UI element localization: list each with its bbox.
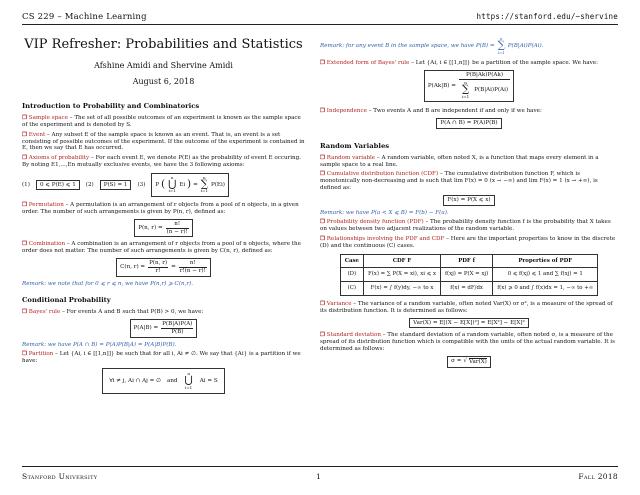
stddev-text: – The standard deviation of a random variable, often noted σ, is a measure of the spread of its distribution function which is compatible with the units of the actual random variable. It is determined as follows:: [320, 332, 615, 352]
bullet-icon: ❒: [320, 60, 326, 67]
bayes-para: [22, 309, 305, 316]
combination-label: Combination: [28, 241, 66, 248]
stddev-arg: Var(X): [468, 358, 487, 365]
ext-bayes-den: [459, 79, 510, 100]
bayes-text: – For events A and B such that P(B) > 0, we have:: [62, 309, 204, 316]
event-remark-sum-symbol: ∑: [497, 39, 505, 51]
partition-text: – Let {Ai, i ∈ [[1,n]]} be such that for all i, Ai ≠ ∅. We say that {Ai} is a partition if we have:: [22, 351, 301, 365]
relations-text: – Here are the important properties to know in the discrete (D) and the continuous (C) cases.: [320, 235, 616, 249]
table-cell: (C): [340, 282, 363, 296]
footer-rule: [22, 466, 618, 467]
table-row: [340, 268, 598, 282]
combination-text: – A combination is an arrangement of r objects from a pool of n objects, where the order does not matter. The number of such arrangements is given by C(n, r), defined as:: [22, 241, 301, 255]
event-remark-sum: [497, 36, 506, 56]
bullet-icon: ❒: [22, 131, 28, 138]
bullet-icon: ❒: [320, 219, 326, 226]
bullet-icon: ❒: [320, 235, 326, 242]
footer-term: Fall 2018: [578, 472, 618, 481]
bayes-num: P(B|A)P(A): [162, 320, 193, 327]
axiom-3-arg: Ei: [179, 181, 186, 188]
stddev-label: Standard deviation: [326, 332, 381, 339]
pdf-para: [320, 219, 618, 233]
bayes-remark: Remark: we have P(A ∩ B) = P(A)P(B|A) = P(A|B)P(B).: [22, 341, 177, 348]
table-header: PDF f: [441, 254, 493, 268]
permutation-num: n!: [174, 220, 181, 227]
table-cell: F(x) = ∑ P(X = xi), xi ⩽ x: [363, 268, 440, 282]
table-cell: (D): [340, 268, 363, 282]
variance-label: Variance: [326, 300, 352, 307]
cdf-text: – The cumulative distribution function F, which is monotonically non-decreasing and is such that lim F(x) = 0 (x → −∞) and lim F(x) = 1 (x → +∞), is defined as:: [320, 171, 598, 191]
axiom-3-number: (3): [137, 181, 146, 188]
bayes-formula: [22, 319, 305, 338]
paren-open: (: [161, 178, 166, 190]
partition-para: [22, 351, 305, 365]
section-random-variables: Random Variables: [320, 141, 390, 150]
bullet-icon: ❒: [22, 351, 28, 358]
table-header-row: [340, 254, 598, 268]
table-cell: 0 ⩽ f(xj) ⩽ 1 and ∑ f(xj) = 1: [493, 268, 598, 282]
variance-text: – The variance of a random variable, often noted Var(X) or σ², is a measure of the spread of its distribution function. It is determined as follows:: [320, 300, 613, 314]
ext-bayes-den-arg: P(B|Ai)P(Ai): [474, 86, 509, 93]
stddev-lhs: σ =: [451, 358, 462, 365]
permutation-lhs: P(n, r) =: [138, 224, 163, 231]
header-course: CS 229 – Machine Learning: [22, 12, 147, 22]
cdf-formula: F(x) = P(X ⩽ x): [443, 195, 494, 206]
independence-para: [320, 108, 618, 115]
combination-den2: r!(n − r)!: [179, 267, 206, 274]
rv-text: – A random variable, often noted X, is a function that maps every element in a sample space to a real line.: [320, 154, 599, 168]
rv-para: [320, 155, 618, 169]
axiom-3-rhs: P(Ei): [210, 181, 225, 188]
bullet-icon: ❒: [22, 241, 28, 248]
permutation-label: Permutation: [28, 202, 64, 209]
sum-bottom: i=1: [200, 188, 208, 194]
paren-close: ): [187, 178, 192, 190]
union-top: n: [170, 174, 174, 180]
independence-formula-wrap: [320, 118, 618, 129]
axiom-2-number: (2): [85, 181, 94, 188]
ext-bayes-lhs: P(Ak|B) =: [427, 82, 456, 89]
left-column: [22, 32, 305, 398]
partition-arg: Ai = S: [199, 377, 218, 384]
table-header: Case: [340, 254, 363, 268]
sum-top: n: [203, 174, 206, 180]
event-para: [22, 132, 305, 152]
sample-space-para: [22, 115, 305, 129]
sample-space-text: – The set of all possible outcomes of an experiment is known as the sample space of the experiment and is denoted by S.: [22, 115, 301, 128]
table-header: Properties of PDF: [493, 254, 598, 268]
partition-union-bottom: i=1: [185, 384, 193, 390]
combination-para: [22, 241, 305, 255]
axiom-1-number: (1): [22, 181, 30, 188]
event-remark-bottom: i=1: [497, 49, 505, 55]
partition-label: Partition: [28, 351, 54, 358]
combination-lhs: C(n, r) =: [120, 263, 146, 270]
page-title: VIP Refresher: Probabilities and Statistics: [24, 37, 303, 52]
ext-bayes-num: P(B|Ak)P(Ak): [465, 72, 504, 79]
header-url[interactable]: https://stanford.edu/~shervine: [476, 12, 618, 21]
bullet-icon: ❒: [22, 202, 28, 209]
rv-label: Random variable: [326, 154, 376, 161]
ext-bayes-label: Extended form of Bayes' rule: [326, 60, 410, 67]
partition-left: ∀i ≠ j, Ai ∩ Aj = ∅: [109, 377, 162, 384]
footer-page-number: 1: [316, 472, 322, 481]
ext-bayes-frac: [459, 72, 510, 100]
combination-den1: r!: [148, 267, 168, 275]
cdf-remark: Remark: we have P(a < X ⩽ B) = F(b) − F(a).: [320, 209, 449, 216]
bayes-lhs: P(A|B) =: [133, 324, 159, 331]
event-remark-top: n: [499, 36, 503, 41]
cdf-formula-wrap: [320, 195, 618, 206]
axiom-3-lhs: P: [155, 181, 160, 188]
event-label: Event: [28, 131, 46, 138]
event-text: – Any subset E of the sample space is known as an event. That is, an event is a set consisting of possible outcomes of the experiment. If the outcome of the experiment is contained in E, then we say that E has occurred.: [22, 131, 305, 152]
bayes-den: P(B): [161, 328, 193, 336]
permutation-den: (n − r)!: [166, 228, 188, 235]
combination-remark: Remark: we note that for 0 ⩽ r ⩽ n, we have P(n,r) ⩾ C(n,r).: [22, 280, 194, 287]
table-header: CDF F: [363, 254, 440, 268]
axioms-label: Axioms of probability: [28, 155, 90, 162]
axioms-para: [22, 155, 305, 169]
permutation-box: [134, 219, 193, 238]
stddev-formula-wrap: [320, 356, 618, 368]
stddev-para: [320, 332, 618, 352]
authors: Afshine Amidi and Shervine Amidi: [94, 60, 233, 70]
independence-text: – Two events A and B are independent if and only if we have:: [368, 108, 542, 115]
partition-and: and: [167, 377, 178, 384]
sum-symbol: ∑: [200, 178, 208, 190]
variance-formula: Var(X) = E[(X − E[X])²] = E[X²] − E[X]²: [409, 318, 529, 329]
pdf-cdf-table: [340, 254, 599, 296]
bullet-icon: ❒: [22, 309, 28, 316]
ext-bayes-den-bottom: i=1: [461, 93, 470, 99]
partition-union-top: n: [187, 370, 190, 376]
cdf-para: [320, 171, 618, 191]
header-rule: [22, 24, 618, 25]
table-cell: f(xj) = P(X = xj): [441, 268, 493, 282]
pdf-label: Probability density function (PDF): [326, 219, 424, 226]
combination-num2: n!: [189, 259, 196, 266]
ext-bayes-den-top: n: [464, 79, 467, 85]
independence-label: Independence: [326, 108, 367, 115]
bayes-box: [130, 319, 198, 338]
sqrt-icon: √: [463, 358, 467, 365]
combination-frac-1: [148, 260, 168, 275]
ext-bayes-den-sum: [460, 80, 471, 100]
combination-frac-2: [179, 260, 207, 275]
event-remark-text: Remark: for any event B in the sample space, we have P(B) =: [320, 42, 495, 49]
partition-union: [184, 371, 194, 391]
ext-bayes-formula: [320, 70, 618, 102]
right-column: [320, 32, 618, 372]
relations-para: [320, 236, 618, 250]
variance-para: [320, 301, 618, 315]
table-row: [340, 282, 598, 296]
sum-op: [200, 175, 209, 195]
section-intro: Introduction to Probability and Combinatorics: [22, 102, 200, 111]
combination-box: [116, 258, 211, 277]
permutation-formula: [22, 219, 305, 238]
axiom-1-formula: 0 ⩽ P(E) ⩽ 1: [36, 180, 80, 191]
bullet-icon: ❒: [22, 155, 28, 162]
permutation-para: [22, 202, 305, 216]
union-op: [167, 175, 177, 195]
union-bottom: i=1: [168, 188, 176, 194]
section-conditional: Conditional Probability: [22, 296, 111, 305]
ext-bayes-para: [320, 60, 618, 67]
union-symbol: ⋃: [168, 178, 177, 190]
bayes-label: Bayes' rule: [28, 309, 61, 316]
bullet-icon: ❒: [320, 332, 326, 339]
partition-formula: [22, 368, 305, 394]
ext-bayes-text: – Let {Ai, i ∈ [[1,n]]} be a partition of the sample space. We have:: [411, 60, 598, 67]
combination-formula: [22, 258, 305, 277]
table-cell: F(x) = ∫ f(y)dy, −∞ to x: [363, 282, 440, 296]
bullet-icon: ❒: [320, 300, 326, 307]
stddev-box: [447, 356, 491, 368]
sample-space-label: Sample space: [28, 115, 68, 122]
axiom-2-formula: P(S) = 1: [100, 180, 132, 191]
bullet-icon: ❒: [320, 171, 326, 178]
relations-label: Relationships involving the PDF and CDF: [326, 235, 445, 242]
axiom-3-formula: [151, 173, 229, 197]
axiom-3-eq: =: [193, 181, 198, 188]
footer-university: Stanford University: [22, 472, 98, 481]
table-cell: f(x) = dF/dx: [441, 282, 493, 296]
variance-formula-wrap: [320, 318, 618, 329]
axioms-formulas: [22, 173, 305, 197]
combination-num1: P(n, r): [149, 259, 168, 266]
partition-union-symbol: ⋃: [184, 374, 193, 386]
bullet-icon: ❒: [320, 108, 326, 115]
event-remark-arg: P(B|Ai)P(Ai).: [507, 42, 544, 49]
event-remark: [320, 36, 618, 56]
combination-eq: =: [171, 263, 176, 270]
permutation-frac: [166, 221, 189, 236]
ext-bayes-box: [424, 70, 514, 102]
pdf-text: – The probability density function f is the probability that X takes on values between two adjacent realizations of the random variable.: [320, 219, 611, 233]
permutation-text: – A permutation is an arrangement of r objects from a pool of n objects, in a given order. The number of such arrangements is given by P(n, r), defined as:: [22, 202, 299, 215]
bayes-frac: [161, 321, 193, 336]
independence-formula: P(A ∩ B) = P(A)P(B): [436, 118, 501, 129]
bullet-icon: ❒: [320, 154, 326, 161]
date: August 6, 2018: [132, 76, 195, 86]
partition-box: [102, 368, 224, 394]
bullet-icon: ❒: [22, 115, 28, 122]
cdf-label: Cumulative distribution function (CDF): [326, 171, 439, 178]
axioms-text: – For each event E, we denote P(E) as the probability of event E occuring. By noting E1,...,En mutually exclusive events, we have the 3 following axioms:: [22, 155, 301, 168]
ext-bayes-den-symbol: ∑: [461, 83, 470, 95]
table-cell: f(x) ⩾ 0 and ∫ f(x)dx = 1, −∞ to +∞: [493, 282, 598, 296]
